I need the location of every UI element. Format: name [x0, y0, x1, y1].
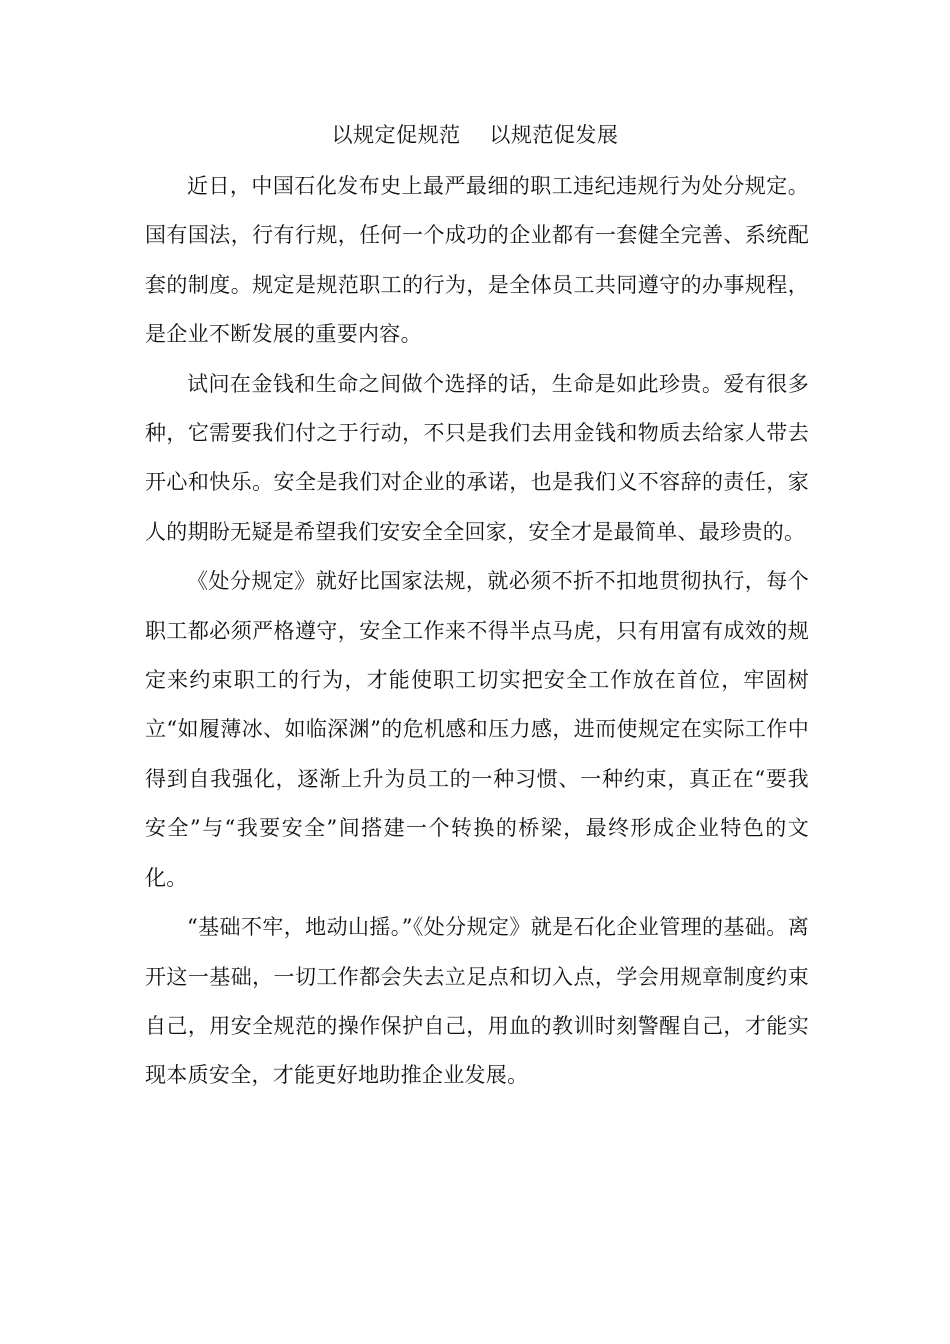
paragraph-3: 《处分规定》就好比国家法规，就必须不折不扣地贯彻执行，每个职工都必须严格遵守，安全工作来不得半点马虎，只有用富有成效的规定来约束职工的行为，才能使职工切实把安全工作放在首位，牢固树立“如履薄冰、如临深渊”的危机感和压力感，进而使规定在实际工作中得到自我强化，逐渐上升为员工的一种习惯、一种约束，真正在“要我安全”与“我要安全”间搭建一个转换的桥梁，最终形成企业特色的文化。: [145, 569, 809, 890]
paragraph-4: “基础不牢，地动山摇。”《处分规定》就是石化企业管理的基础。离开这一基础，一切工作都会失去立足点和切入点，学会用规章制度约束自己，用安全规范的操作保护自己，用血的教训时刻警醒自己，才能实现本质安全，才能更好地助推企业发展。: [145, 915, 809, 1088]
document-body: [145, 162, 809, 1101]
paragraph-1: 近日，中国石化发布史上最严最细的职工违纪违规行为处分规定。国有国法，行有行规，任何一个成功的企业都有一套健全完善、系统配套的制度。规定是规范职工的行为，是全体员工共同遵守的办事规程，是企业不断发展的重要内容。: [145, 174, 809, 347]
document-title: 以规定促规范 以规范促发展: [331, 123, 619, 147]
paragraph-2: 试问在金钱和生命之间做个选择的话，生命是如此珍贵。爱有很多种，它需要我们付之于行动，不只是我们去用金钱和物质去给家人带去开心和快乐。安全是我们对企业的承诺，也是我们义不容辞的责任，家人的期盼无疑是希望我们安安全全回家，安全才是最简单、最珍贵的。: [145, 371, 809, 544]
